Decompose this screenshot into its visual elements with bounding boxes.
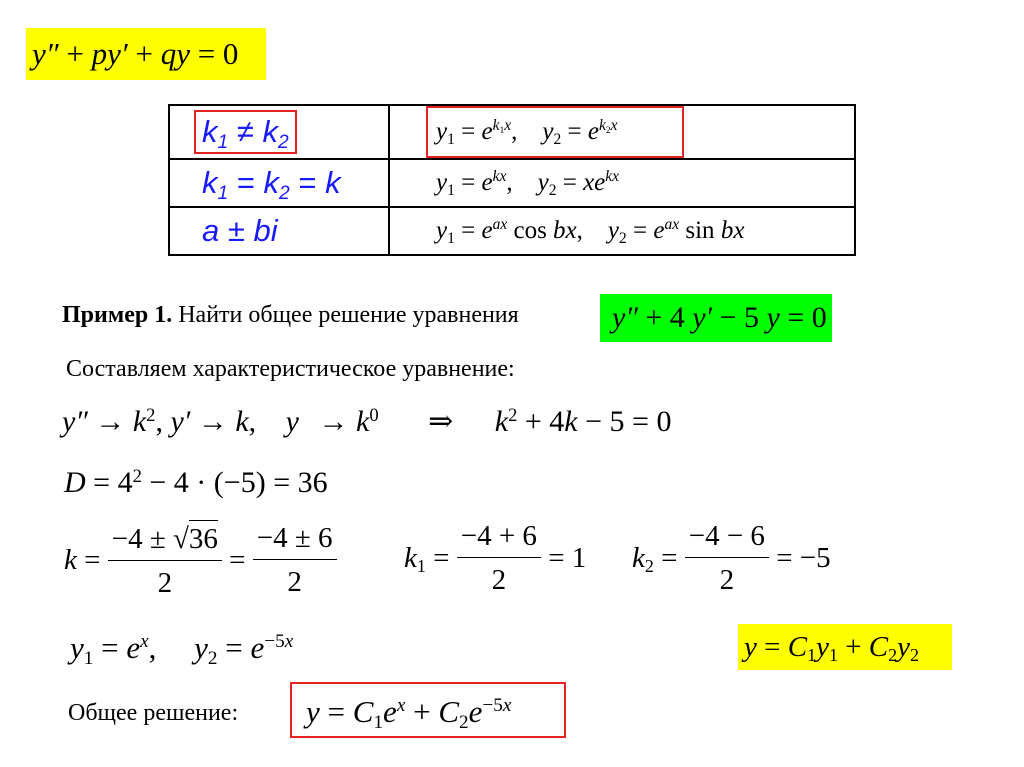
case-cell <box>169 207 389 255</box>
title-equation: y″ + py′ + qy = 0 <box>26 28 266 80</box>
case-distinct-roots: $k_1 \ne k_2$ <box>194 110 297 154</box>
example-equation: y″ + 4 y′ − 5 y = 0 <box>600 294 832 342</box>
table-row <box>169 159 855 207</box>
discriminant: $D = 4^2 - 4 \cdot (-5) = 36$ <box>64 465 328 499</box>
example-task: Найти общее решение уравнения <box>178 302 519 328</box>
solution-cell <box>389 105 855 159</box>
k2-formula: $k_2$ = $\frac{-4 - 6}{2}$ = −5 <box>632 520 831 596</box>
case-complex-roots: a ± bi <box>202 213 278 248</box>
solutions-table <box>168 104 856 256</box>
table-row <box>169 207 855 255</box>
solution-distinct-roots: $y_1 = e^{k_1x}$, $y_2 = e^{k_2x}$ <box>426 106 684 158</box>
k1-formula: $k_1$ = $\frac{-4 + 6}{2}$ = 1 <box>404 520 587 596</box>
general-solution: $y = C_1e^x + C_2e^{-5x}$ <box>290 682 566 738</box>
solution-cell <box>389 159 855 207</box>
general-form: $y = C_1y_1 + C_2y_2$ <box>738 624 952 670</box>
k-formula: k = $\frac{-4 \pm √36}{2}$ = $\frac{-4 \pm 6}{2}$ <box>64 520 337 600</box>
case-cell <box>169 105 389 159</box>
mapping-line: $y'' \to k^2$, y′ → k, $y \to k^0$ ⇒ $k^2 + 4k - 5 = 0$ <box>62 404 672 438</box>
solution-complex-roots: $y_1 = e^{ax}$ cos bx, $y_2 = e^{ax}$ sin bx <box>436 216 745 247</box>
example-label: Пример 1. <box>62 302 173 328</box>
particular-solutions: $y_1 = e^x$, $y_2 = e^{-5x}$ <box>70 630 294 669</box>
case-equal-roots: $k_1 = k_2 = k$ <box>202 165 341 204</box>
general-label: Общее решение: <box>68 700 239 726</box>
case-cell <box>169 159 389 207</box>
table-row <box>169 105 855 159</box>
solution-equal-roots: $y_1 = e^{kx}$, $y_2 = xe^{kx}$ <box>436 168 620 199</box>
char-eq-text: Составляем характеристическое уравнение: <box>66 356 515 382</box>
solution-cell <box>389 207 855 255</box>
example-line <box>62 302 519 329</box>
